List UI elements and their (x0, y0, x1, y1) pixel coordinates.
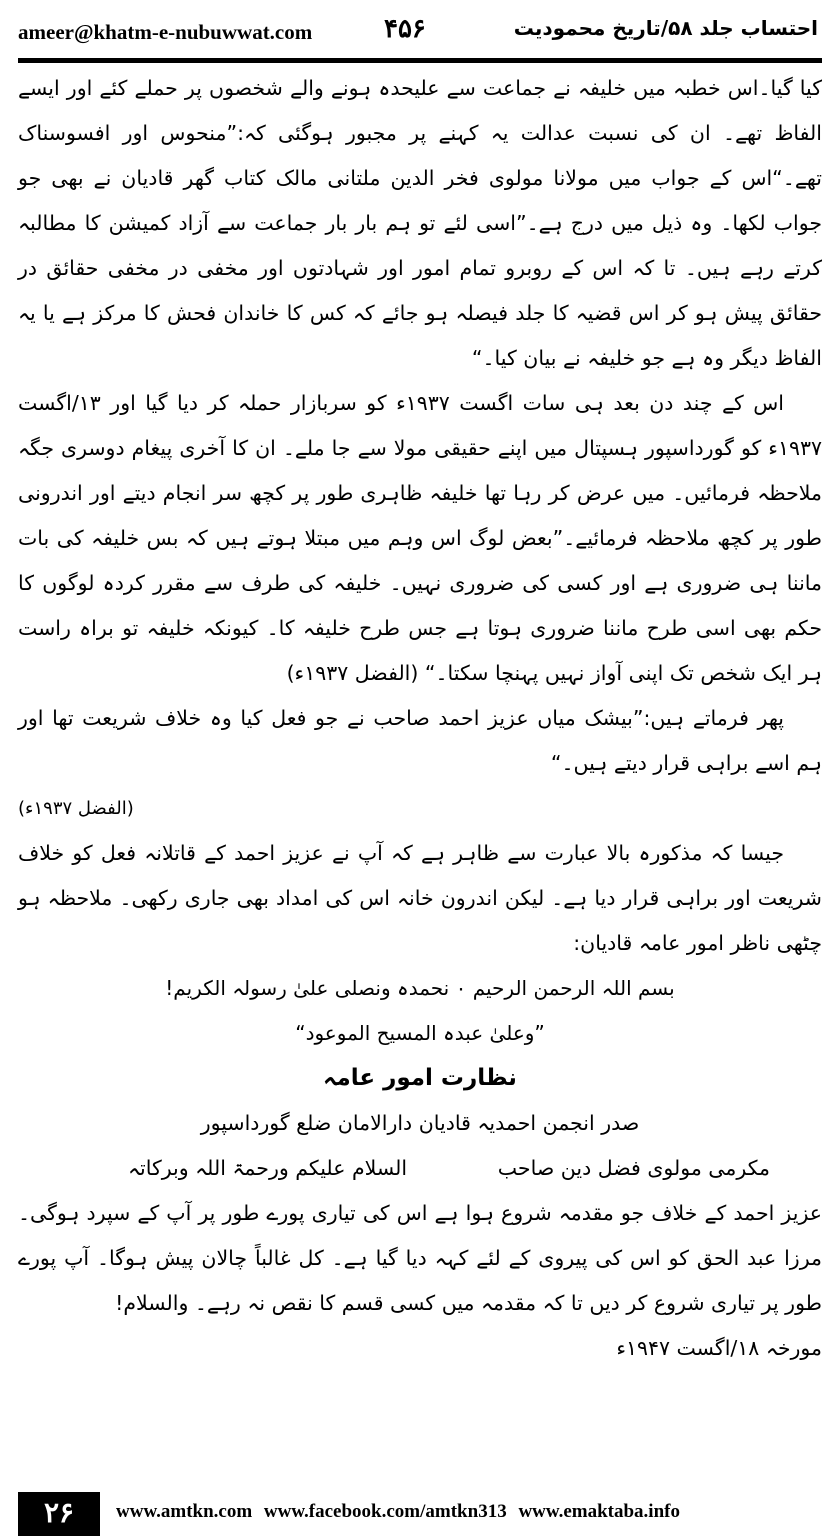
paragraph-4: جیسا کہ مذکورہ بالا عبارت سے ظاہر ہے کہ آپ نے عزیز احمد کے قاتلانہ فعل کو خلاف شریعت اور براہی قرار دیا ہے۔ لیکن اندرون خانہ اس کی امداد بھی جاری رکھی۔ ملاحظہ ہو چٹھی ناظر امور عامہ قادیان: (18, 841, 822, 955)
paragraph-3-row (18, 696, 822, 786)
footer-link-amtkn[interactable]: www.amtkn.com (116, 1501, 253, 1522)
paragraph-2: اس کے چند دن بعد ہی سات اگست ۱۹۳۷ء کو سربازار حملہ کر دیا گیا اور ۱۳/اگست ۱۹۳۷ء کو گورداسپور ہسپتال میں اپنے حقیقی مولا سے جا ملے۔ ان کا آخری پیغام دوسری جگہ ملاحظہ فرمائیں۔ میں عرض کر رہا تھا خلیفہ ظاہری طور پر کچھ سر انجام دیتے اور اندرونی طور پر کچھ ملاحظہ فرمائیے۔”بعض لوگ اس وہم میں مبتلا ہوتے ہیں کہ بس خلیفہ کی بات ماننا ہی ضروری ہے اور کسی کی ضروری نہیں۔ خلیفہ کی طرف سے مقرر کردہ لوگوں کا حکم بھی اسی طرح ماننا ضروری ہوتا ہے جس طرح خلیفہ کا۔ کیونکہ خلیفہ تو براہ راست ہر ایک شخص تک اپنی آواز نہیں پہنچا سکتا۔“ (الفضل ۱۹۳۷ء) (18, 391, 822, 685)
letter-body: عزیز احمد کے خلاف جو مقدمہ شروع ہوا ہے اس کی تیاری پورے طور پر آپ کے سپرد ہوگی۔ مرزا عبد الحق کو اس کی پیروی کے لئے کہہ دیا گیا ہے۔ کل غالباً چالان پیش ہوگا۔ آپ پورے طور پر تیاری شروع کر دیں تا کہ مقدمہ میں کسی قسم کا نقص نہ رہے۔ والسلام! (18, 1201, 822, 1315)
footer-page-number: ۲۶ (18, 1492, 100, 1536)
footer-link-facebook[interactable]: www.facebook.com/amtkn313 (263, 1501, 507, 1522)
footer-link-emaktaba[interactable]: www.emaktaba.info (518, 1501, 680, 1522)
footer-links (116, 1501, 680, 1523)
letter-address-row (18, 1146, 822, 1191)
header-page-number: ۴۵۶ (384, 14, 426, 43)
page-header (0, 0, 840, 64)
letter-bismillah: بسم اللہ الرحمن الرحیم ۰ نحمدہ ونصلی علیٰ رسولہ الکریم! (165, 976, 675, 1000)
body-text (18, 66, 822, 1371)
header-rule (18, 58, 822, 63)
letter-office: نظارت امور عامہ (323, 1065, 517, 1091)
header-title: احتساب جلد ۵۸/تاریخ محمودیت (513, 16, 818, 40)
header-email[interactable]: ameer@khatm-e-nubuwwat.com (18, 20, 313, 44)
citation-row (18, 786, 822, 831)
paragraph-1: کیا گیا۔اس خطبہ میں خلیفہ نے جماعت سے علیحدہ ہونے والے شخصوں پر حملے کئے اور ایسے الفاظ تھے۔ ان کی نسبت عدالت یہ کہنے پر مجبور ہوگئی کہ:”منحوس اور افسوسناک تھے۔“اس کے جواب میں مولانا مولوی فخر الدین ملتانی مالک کتاب گھر قادیان نے بھی جو جواب لکھا۔ وہ ذیل میں درج ہے۔”اسی لئے تو ہم بار بار جماعت سے آزاد کمیشن کا مطالبہ کرتے رہے ہیں۔ تا کہ اس کے روبرو تمام امور اور شہادتوں اور مخفی در مخفی حقائق در حقائق پیش ہو کر اس قضیہ کا جلد فیصلہ ہو جائے کہ کس کا خاندان فحش کا مرکز ہے یا یہ الفاظ دیگر وہ ہے جو خلیفہ نے بیان کیا۔“ (18, 76, 822, 370)
letter-date: مورخہ ۱۸/اگست ۱۹۴۷ء (616, 1336, 822, 1360)
letter-line-2: ”وعلیٰ عبدہ المسیح الموعود“ (295, 1021, 545, 1045)
letter-org: صدر انجمن احمدیہ قادیان دارالامان ضلع گورداسپور (200, 1111, 640, 1135)
letter-salutation: السلام علیکم ورحمۃ اللہ وبرکاتہ (128, 1156, 408, 1180)
citation-alfazl: (الفضل ۱۹۳۷ء) (18, 798, 134, 819)
page-footer (0, 1488, 840, 1540)
letter-addressee: مکرمی مولوی فضل دین صاحب (497, 1156, 770, 1180)
paragraph-3: پھر فرماتے ہیں:”بیشک میاں عزیز احمد صاحب نے جو فعل کیا وہ خلاف شریعت تھا اور ہم اسے براہی قرار دیتے ہیں۔“ (18, 706, 822, 775)
